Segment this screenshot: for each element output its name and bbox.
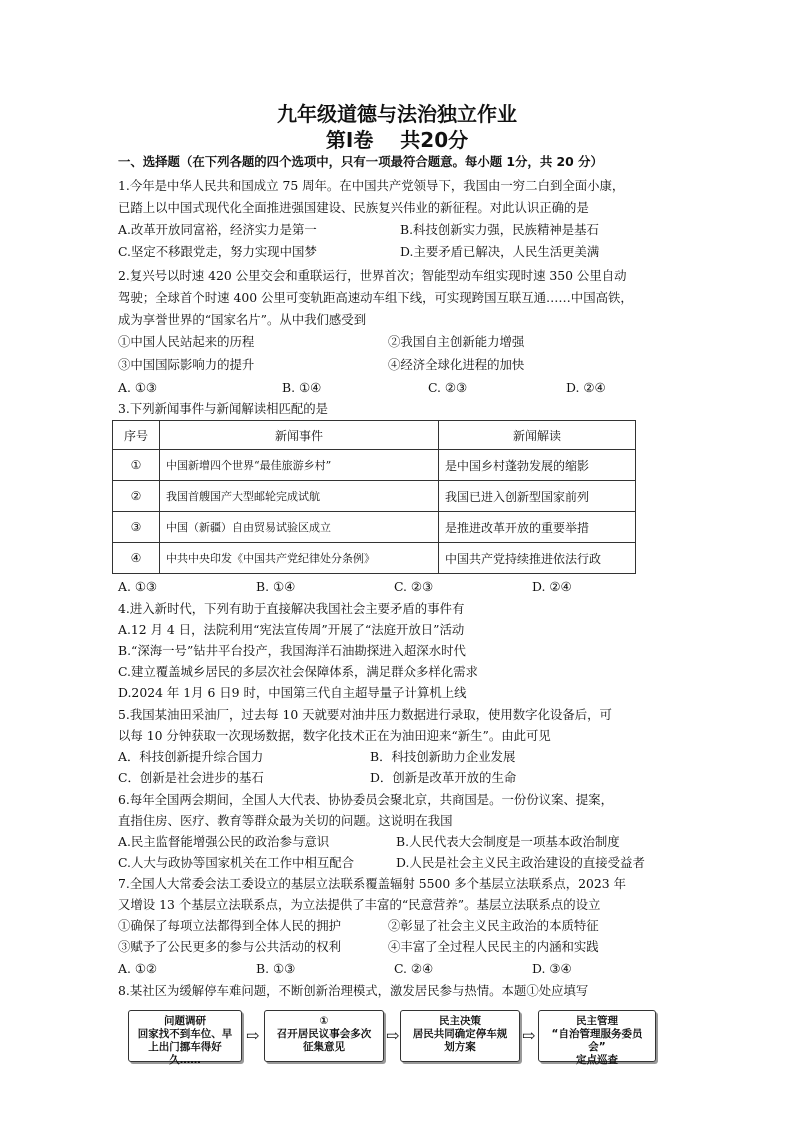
table-cell: ③ [113,512,160,543]
arrow-right-icon: ⇨ [246,1026,260,1045]
table-header-row [113,421,636,450]
flow-box-consultation: ① 召开居民议事会多次 征集意见 [264,1010,384,1062]
q7-statement-1: ①确保了每项立法都得到全体人民的拥护 [118,918,342,933]
page-title: 九年级道德与法治独立作业 [277,102,517,126]
q1-option-a: A.改革开放同富裕，经济实力是第一 [118,222,317,237]
q2-stem-line3: 成为享誉世界的“国家名片”。从中我们感受到 [118,312,367,327]
q2-statement-3: ③中国国际影响力的提升 [118,357,255,372]
q3-option-a: A. ①③ [118,579,158,594]
table-row [113,481,636,512]
table-cell: 是推进改革开放的重要举措 [439,512,636,543]
q5-stem-line2: 以每 10 分钟获取一次现场数据，数字化技术正在为油田迎来“新生”。由此可见 [118,728,551,743]
q4-stem: 4.进入新时代，下列有助于直接解决我国社会主要矛盾的事件有 [118,601,465,616]
q6-stem-line2: 直指住房、医疗、教育等群众最为关切的问题。这说明在我国 [118,813,453,828]
q2-option-b: B. ①④ [282,380,322,395]
q7-option-d: D. ③④ [532,961,572,976]
q5-option-b: B．科技创新助力企业发展 [370,749,516,764]
table-row [113,450,636,481]
q2-statement-1: ①中国人民站起来的历程 [118,334,255,349]
table-header: 新闻解读 [439,421,636,450]
q4-option-c: C.建立覆盖城乡居民的多层次社会保障体系，满足群众多样化需求 [118,664,478,679]
flow-box-research: 问题调研 回家找不到车位、早 上出门挪车得好久…… [128,1010,242,1062]
q2-statement-4: ④经济全球化进程的加快 [388,357,525,372]
news-table [112,420,636,574]
arrow-right-icon: ⇨ [522,1026,536,1045]
q6-stem-line1: 6.每年全国两会期间，全国人大代表、协协委员会聚北京，共商国是。一份份议案、提案， [118,792,614,807]
q6-option-b: B.人民代表大会制度是一项基本政治制度 [396,834,620,849]
q7-stem-line1: 7.全国人大常委会法工委设立的基层立法联系覆盖辐射 5500 多个基层立法联系点，2023 年 [118,876,626,891]
q3-option-d: D. ②④ [532,579,572,594]
table-cell: 中共中央印发《中国共产党纪律处分条例》 [160,543,439,574]
q4-option-a: A.12 月 4 日，法院利用“宪法宣传周”开展了“法庭开放日”活动 [118,622,465,637]
q4-option-d: D.2024 年 1月 6 日9 时，中国第三代自主超导量子计算机上线 [118,685,467,700]
q1-stem-line1: 1.今年是中华人民共和国成立 75 周年。在中国共产党领导下，我国由一穷二白到全面小康， [118,178,625,193]
table-cell: 我国首艘国产大型邮轮完成试航 [160,481,439,512]
section-heading: 一、选择题（在下列各题的四个选项中，只有一项最符合题意。每小题 1分，共 20 分） [118,154,603,169]
q7-stem-line2: 又增设 13 个基层立法联系点，为立法提供了丰富的“民意营养”。基层立法联系点的设立 [118,897,601,912]
table-header: 序号 [113,421,160,450]
q5-option-c: C．创新是社会进步的基石 [118,770,264,785]
q2-stem-line2: 驾驶；全球首个时速 400 公里可变轨距高速动车组下线，可实现跨国互联互通……中国高铁， [118,290,633,305]
q7-statement-4: ④丰富了全过程人民民主的内涵和实践 [388,939,599,954]
table-row [113,543,636,574]
q3-stem: 3.下列新闻事件与新闻解读相匹配的是 [118,401,329,416]
table-header: 新闻事件 [160,421,439,450]
arrow-right-icon: ⇨ [386,1026,400,1045]
table-cell: 中国共产党持续推进依法行政 [439,543,636,574]
q3-option-b: B. ①④ [256,579,296,594]
q1-option-c: C.坚定不移跟党走，努力实现中国梦 [118,244,317,259]
table-cell: ② [113,481,160,512]
q7-option-a: A. ①② [118,961,158,976]
q3-option-c: C. ②③ [394,579,434,594]
q2-option-d: D. ②④ [566,380,606,395]
q6-option-c: C.人大与政协等国家机关在工作中相互配合 [118,855,355,870]
q2-option-a: A. ①③ [118,380,158,395]
flow-box-decision: 民主决策 居民共同确定停车规 划方案 [400,1010,520,1062]
q7-option-c: C. ②④ [394,961,434,976]
q7-option-b: B. ①③ [256,961,296,976]
q8-stem: 8.某社区为缓解停车难问题，不断创新治理模式，激发居民参与热情。本题①处应填写 [118,983,589,998]
table-cell: 我国已进入创新型国家前列 [439,481,636,512]
table-cell: ① [113,450,160,481]
q5-option-a: A．科技创新提升综合国力 [118,749,264,764]
flow-box-management: 民主管理 “自治管理服务委员会” 定点巡查 [538,1010,656,1062]
q1-option-d: D.主要矛盾已解决，人民生活更美满 [400,244,600,259]
q2-option-c: C. ②③ [428,380,468,395]
q1-stem-line2: 已踏上以中国式现代化全面推进强国建设、民族复兴伟业的新征程。对此认识正确的是 [118,200,589,215]
q1-option-b: B.科技创新实力强，民族精神是基石 [400,222,599,237]
q7-statement-3: ③赋予了公民更多的参与公共活动的权利 [118,939,342,954]
q5-stem-line1: 5.我国某油田采油厂，过去每 10 天就要对油井压力数据进行录取，使用数字化设备后，可 [118,707,612,722]
table-cell: 中国新增四个世界“最佳旅游乡村” [160,450,439,481]
q4-option-b: B.“深海一号”钻井平台投产，我国海洋石油勘探进入超深水时代 [118,643,466,658]
table-cell: ④ [113,543,160,574]
q6-option-a: A.民主监督能增强公民的政治参与意识 [118,834,330,849]
page-subtitle: 第Ⅰ卷 共20分 [325,128,469,152]
table-cell: 是中国乡村蓬勃发展的缩影 [439,450,636,481]
q6-option-d: D.人民是社会主义民主政治建设的直接受益者 [396,855,645,870]
table-row [113,512,636,543]
table-cell: 中国（新疆）自由贸易试验区成立 [160,512,439,543]
q2-statement-2: ②我国自主创新能力增强 [388,334,525,349]
q7-statement-2: ②彰显了社会主义民主政治的本质特征 [388,918,599,933]
q2-stem-line1: 2.复兴号以时速 420 公里交会和重联运行，世界首次；智能型动车组实现时速 350 公里自动 [118,268,627,283]
q5-option-d: D．创新是改革开放的生命 [370,770,517,785]
